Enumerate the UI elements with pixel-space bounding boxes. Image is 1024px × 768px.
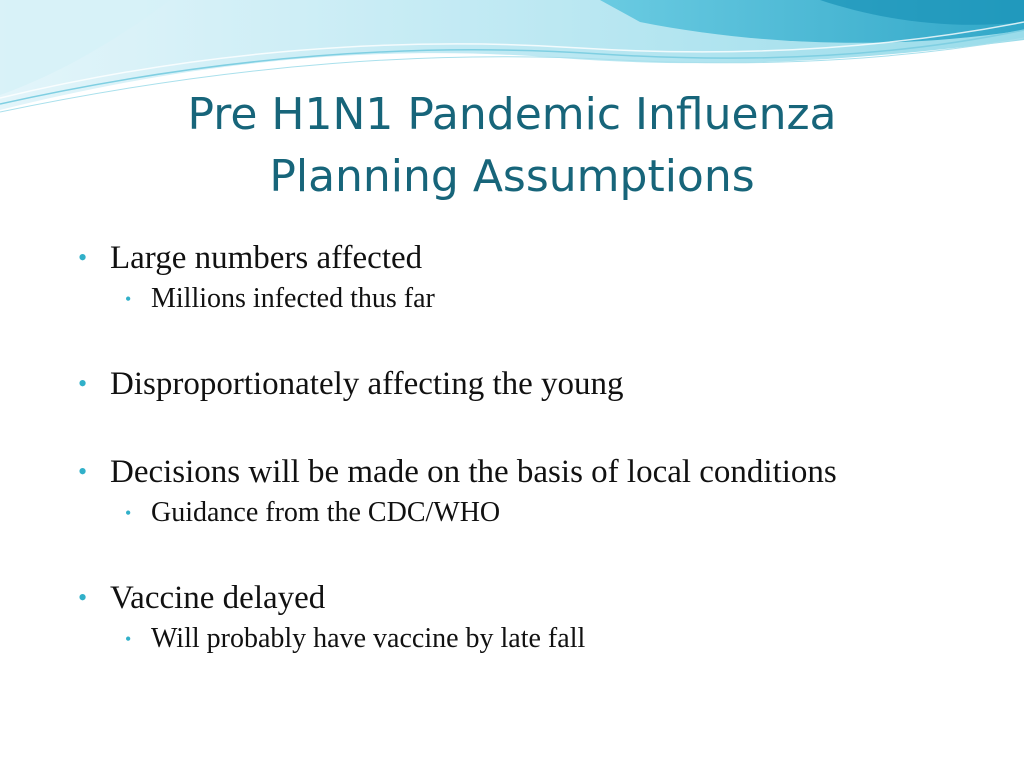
bullet-icon: • [78, 243, 88, 272]
bullet-item-young [78, 362, 1008, 406]
bullet-text: Decisions will be made on the basis of local conditions [110, 454, 837, 490]
bullet-item-large-numbers [78, 236, 1008, 280]
spacer [78, 532, 1008, 576]
bullet-list [78, 236, 1008, 658]
bullet-item-vaccine-delayed [78, 576, 1008, 620]
slide-title-line-1: Pre H1N1 Pandemic Influenza [187, 89, 837, 140]
bullet-icon: • [125, 629, 132, 649]
slide-title [0, 84, 1024, 208]
bullet-icon: • [78, 457, 88, 486]
bullet-text: Disproportionately affecting the young [110, 366, 624, 402]
bullet-icon: • [125, 503, 132, 523]
sub-bullet-item-vaccine-late-fall [78, 620, 1008, 658]
bullet-text: Vaccine delayed [110, 580, 326, 616]
sub-bullet-text: Guidance from the CDC/WHO [151, 497, 501, 528]
spacer [78, 406, 1008, 450]
bullet-icon: • [78, 583, 88, 612]
bullet-icon: • [78, 369, 88, 398]
slide-title-line-2: Planning Assumptions [269, 151, 755, 202]
spacer [78, 318, 1008, 362]
bullet-icon: • [125, 289, 132, 309]
sub-bullet-item-millions-infected [78, 280, 1008, 318]
sub-bullet-text: Millions infected thus far [151, 283, 435, 314]
sub-bullet-text: Will probably have vaccine by late fall [151, 623, 586, 654]
bullet-item-decisions [78, 450, 1008, 494]
bullet-text: Large numbers affected [110, 240, 423, 276]
sub-bullet-item-guidance [78, 494, 1008, 532]
